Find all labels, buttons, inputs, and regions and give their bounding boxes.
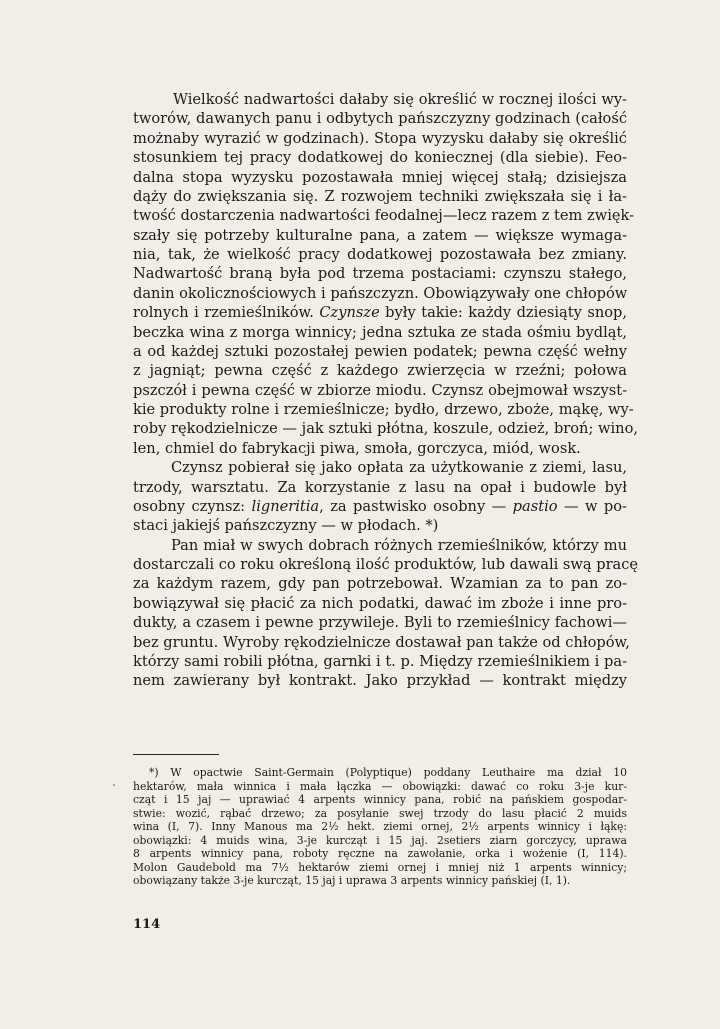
text-line: len, chmiel do fabrykacji piwa, smoła, gorczyca, miód, wosk. bbox=[133, 439, 581, 457]
paragraph-3 bbox=[133, 536, 639, 691]
text-line: twość dostarczenia nadwartości feodalnej—lecz razem z tem zwięk- bbox=[133, 207, 635, 225]
text-line: dostarczali co roku określoną ilość produktów, lub dawali swą pracę bbox=[133, 556, 639, 573]
text-line: beczka wina z morga winnicy; jedna sztuka ze stada ośmiu bydląt, bbox=[133, 323, 627, 341]
text-line: tworów, dawanych panu i odbytych pańszczyzny godzinach (całość bbox=[133, 110, 627, 128]
text-line: a od każdej sztuki pozostałej pewien podatek; pewna część wełny bbox=[133, 342, 627, 360]
text-line: dalna stopa wyzysku pozostawała mniej więcej stałą; dzisiejsza bbox=[133, 168, 627, 186]
text-line: pszczół i pewna część w zbiorze miodu. Czynsz obejmował wszyst- bbox=[133, 381, 627, 399]
footnote-line: obowiązany także 3-je kurcząt, 15 jaj i uprawa 3 arpents winnicy pańskiej (I, 1). bbox=[133, 874, 571, 888]
text-line: dąży do zwiększania się. Z rozwojem techniki zwiększała się i ła- bbox=[133, 187, 627, 205]
footnote-line: wina (I, 7). Inny Manous ma 2½ hekt. ziemi ornej, 2½ arpents winnicy i łąkę: bbox=[133, 820, 627, 834]
text-line: danin okolicznościowych i pańszczyzn. Obowiązywały one chłopów bbox=[133, 284, 628, 302]
main-text bbox=[133, 90, 639, 691]
text-line: kie produkty rolne i rzemieślnicze; bydło, drzewo, zboże, mąkę, wy- bbox=[133, 401, 634, 418]
footnote-line: 8 arpents winnicy pana, roboty ręczne na zawołanie, orka i wożenie (I, 114). bbox=[133, 847, 627, 861]
paragraph-1 bbox=[133, 90, 638, 458]
text-line: osobny czynsz: ligneritia, za pastwisko osobny — pastio — w po- bbox=[133, 497, 627, 515]
text-line: staci jakiejś pańszczyzny — w płodach. *) bbox=[133, 517, 439, 535]
text-line: stosunkiem tej pracy dodatkowej do koniecznej (dla siebie). Feo- bbox=[133, 149, 627, 167]
footnote-line: cząt i 15 jaj — uprawiać 4 arpents winnicy pana, robić na pańskiem gospodar- bbox=[133, 793, 627, 807]
text-line: dukty, a czasem i pewne przywileje. Byli to rzemieślnicy fachowi— bbox=[133, 614, 627, 632]
text-line: rolnych i rzemieślników. Czynsze były takie: każdy dziesiąty snop, bbox=[133, 304, 627, 322]
footnote-line: Molon Gaudebold ma 7½ hektarów ziemi ornej i mniej niż 1 arpents winnicy; bbox=[133, 860, 627, 874]
paragraph-2 bbox=[133, 458, 627, 536]
footnote-line: obowiązki: 4 muids wina, 3-je kurcząt i 15 jaj. 2setiers ziarn gorczycy, uprawa bbox=[133, 833, 627, 847]
text-line: roby rękodzielnicze — jak sztuki płótna, koszule, odzież, broń; wino, bbox=[133, 420, 638, 438]
footnote-line: hektarów, mała winnica i mała łączka — obowiązki: dawać co roku 3-je kur- bbox=[133, 779, 627, 793]
footnote-line: stwie: wozić, rąbać drzewo; za posyłanie swej trzody do lasu płacić 2 muids bbox=[133, 806, 627, 820]
text-line: nem zawierany był kontrakt. Jako przykład — kontrakt między bbox=[133, 672, 627, 690]
stray-mark: ` bbox=[112, 784, 117, 795]
text-line: którzy sami robili płótna, garnki i t. p. Między rzemieślnikiem i pa- bbox=[133, 652, 627, 670]
text-line: bez gruntu. Wyroby rękodzielnicze dostawał pan także od chłopów, bbox=[133, 633, 630, 651]
text-line: za każdym razem, gdy pan potrzebował. Wzamian za to pan zo- bbox=[133, 575, 627, 593]
text-line: nia, tak, że wielkość pracy dodatkowej pozostawała bez zmiany. bbox=[133, 246, 627, 263]
footnote-line: *) W opactwie Saint-Germain (Polyptique) poddany Leuthaire ma dział 10 bbox=[149, 766, 627, 779]
text-line: Czynsz pobierał się jako opłata za użytkowanie z ziemi, lasu, bbox=[171, 459, 627, 477]
footnote bbox=[133, 766, 627, 888]
text-line: bowiązywał się płacić za nich podatki, dawać im zboże i inne pro- bbox=[133, 594, 627, 612]
text-line: możnaby wyrazić w godzinach). Stopa wyzysku dałaby się określić bbox=[133, 129, 627, 147]
text-line: trzody, warsztatu. Za korzystanie z lasu na opał i budowle był bbox=[133, 478, 627, 496]
text-line: Pan miał w swych dobrach różnych rzemieślników, którzy mu bbox=[171, 536, 627, 554]
footnote-separator bbox=[133, 754, 219, 755]
text-line: szały się potrzeby kulturalne pana, a zatem — większe wymaga- bbox=[133, 226, 627, 244]
text-line: z jagniąt; pewna część z każdego zwierzęcia w rzeźni; połowa bbox=[133, 362, 627, 380]
text-line: Nadwartość braną była pod trzema postaciami: czynszu stałego, bbox=[133, 265, 627, 283]
text-line: Wielkość nadwartości dałaby się określić w rocznej ilości wy- bbox=[173, 91, 627, 108]
page-number: 114 bbox=[133, 917, 161, 932]
